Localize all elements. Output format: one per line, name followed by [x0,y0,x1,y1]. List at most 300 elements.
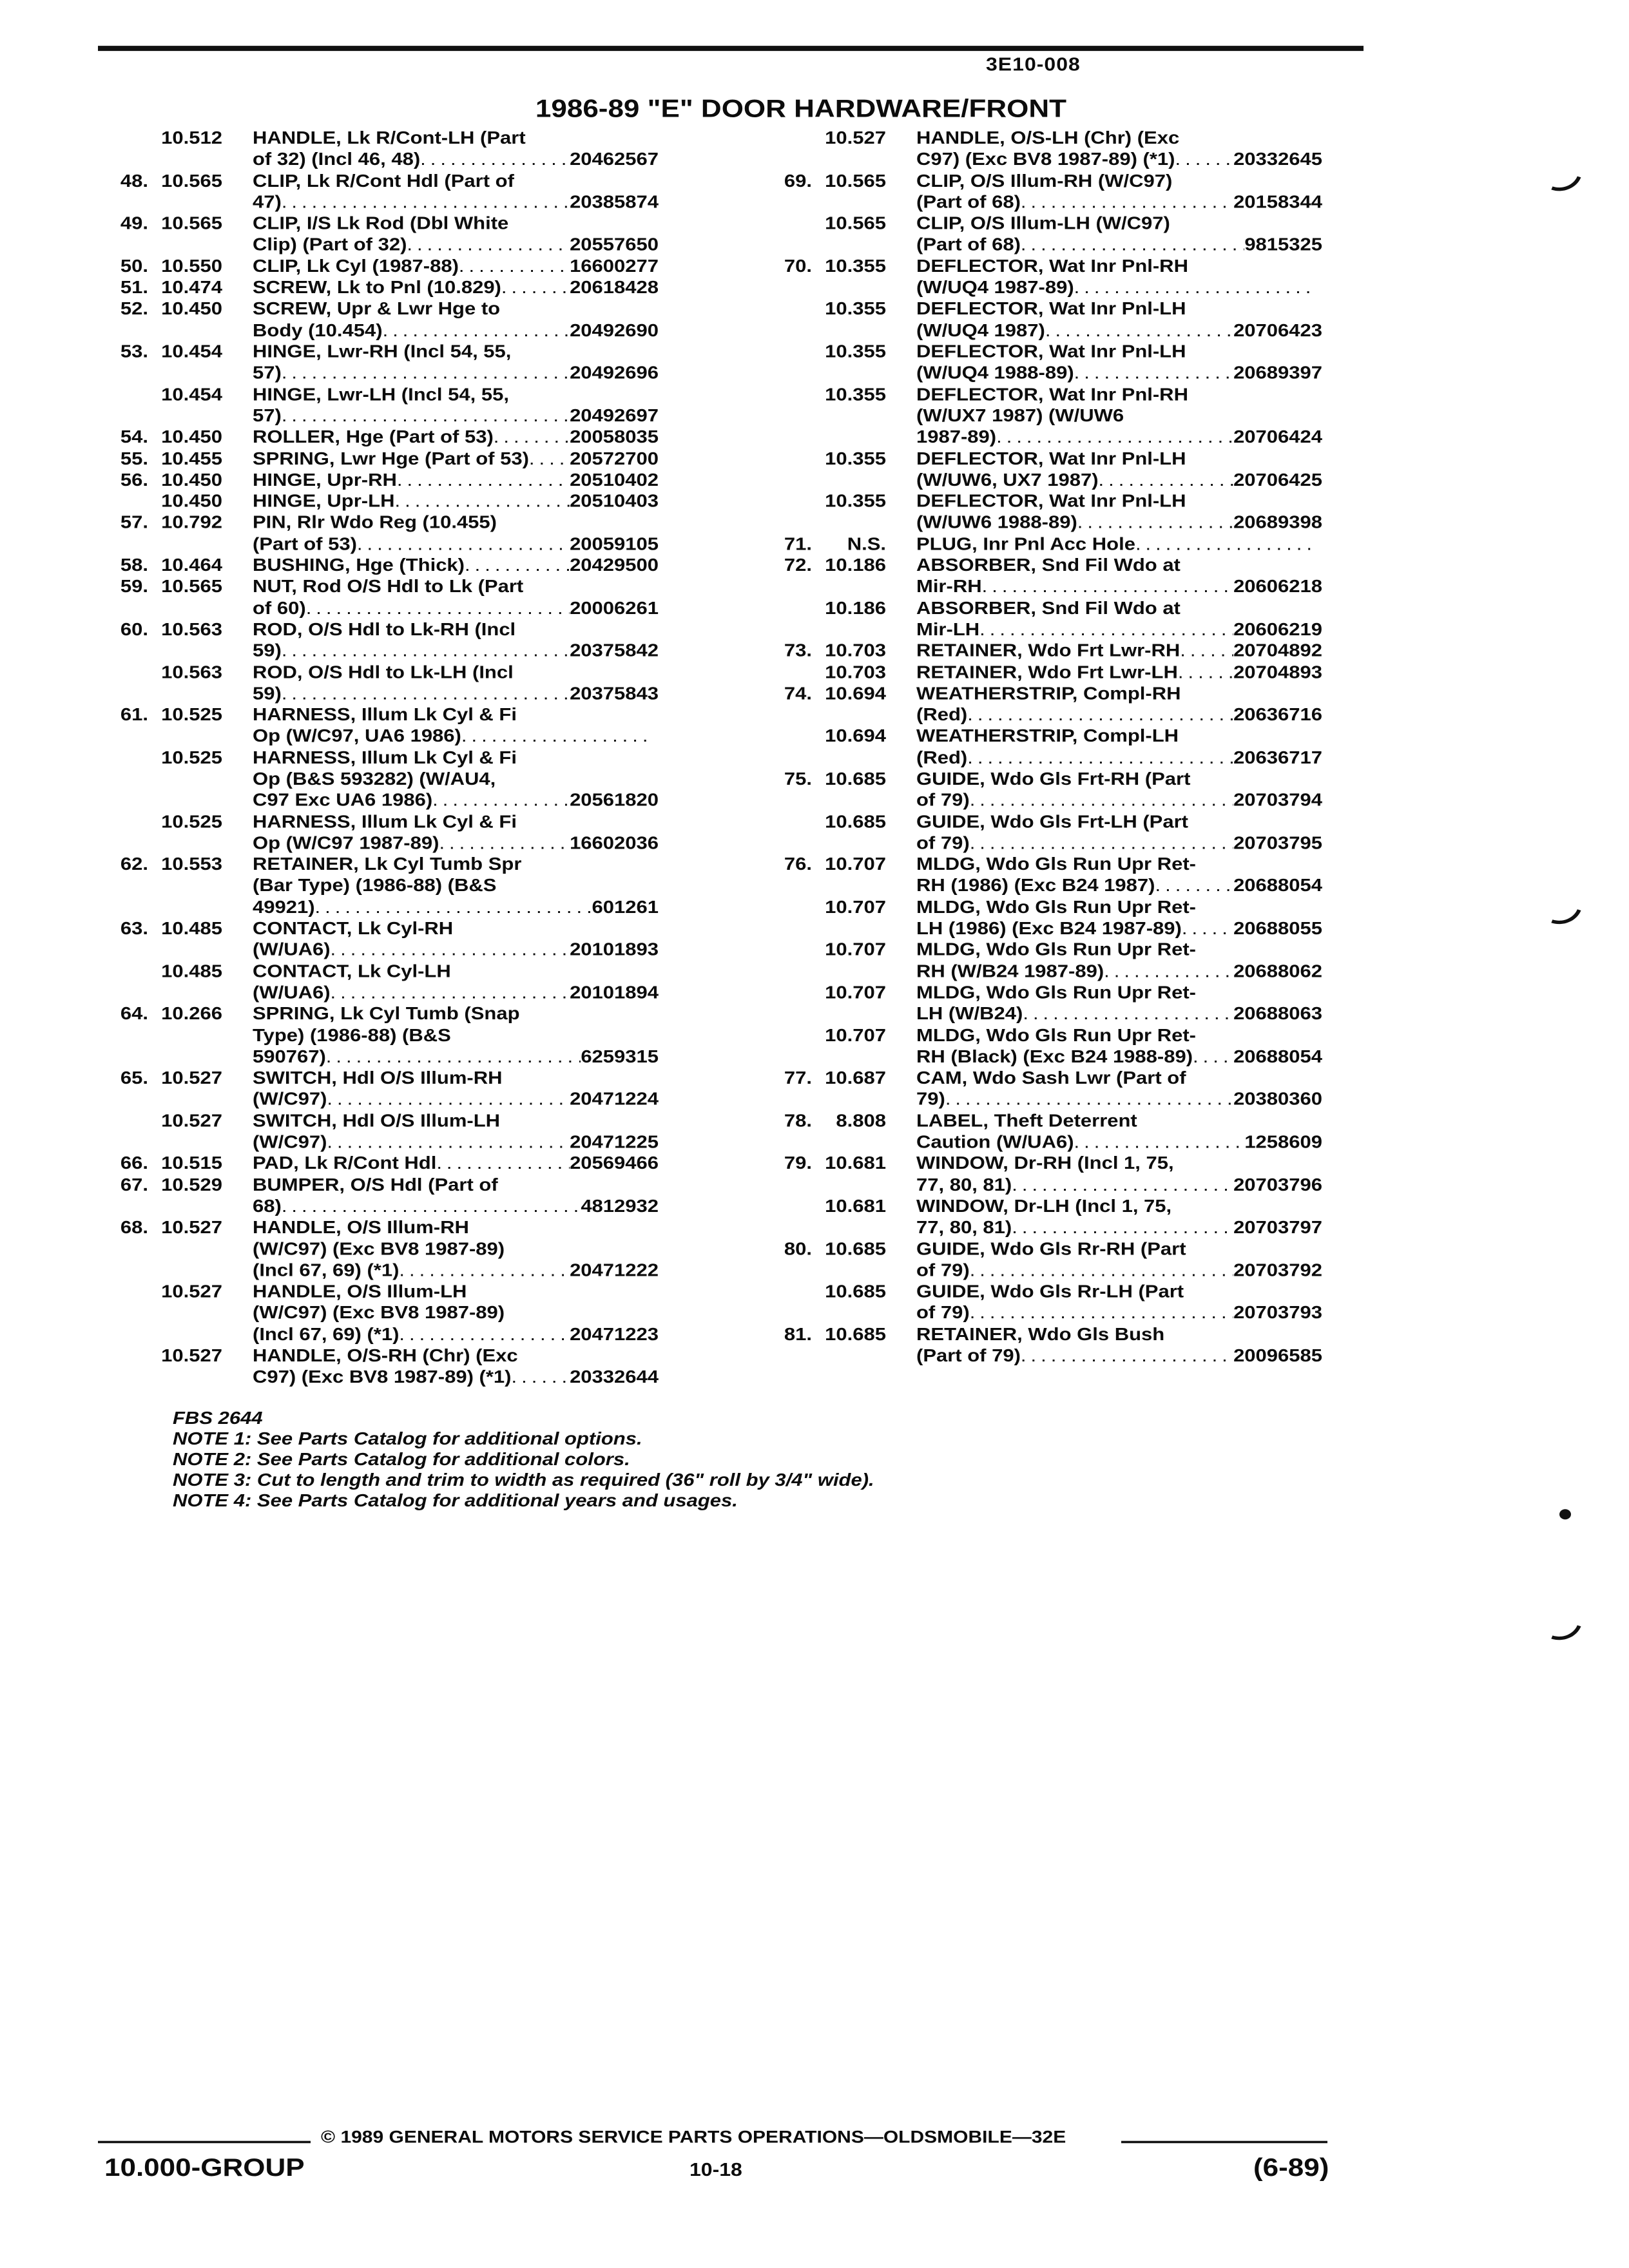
part-entry [747,1110,1366,1153]
ref-number: 65. [120,1068,148,1088]
description-line [253,768,659,789]
part-entry [84,298,702,341]
part-description [253,811,659,853]
part-name: NUT, [253,576,297,597]
part-entry [84,661,702,704]
part-name: DEFLECTOR, [916,256,1044,276]
part-description [253,512,659,554]
ref-number: 57. [120,512,148,533]
group-number: 10.527 [161,1217,222,1238]
description-line [253,747,659,768]
description-line [916,939,1322,960]
part-description [916,1238,1322,1280]
group-number: 10.565 [825,170,886,191]
line-text: C97) (Exc BV8 1987-89) (*1) [916,149,1175,169]
line-text: Wdo Sash Lwr (Part of [972,1068,1186,1088]
part-number [1316,276,1322,298]
line-text: Compl-LH [1083,726,1179,746]
line-text: (Part of 68) [916,191,1021,212]
part-entry [747,1153,1366,1195]
group-number: 10.355 [825,298,886,319]
part-number: 9815325 [1244,234,1322,255]
part-name: CONTACT, [253,961,352,981]
description-line [916,1110,1322,1131]
dot-leader [459,255,570,276]
group-number: 10.464 [161,555,222,575]
line-text: Wdo Gls Rr-RH (Part [990,1238,1186,1259]
part-name: HARNESS, [253,704,356,725]
group-number: 10.707 [825,896,886,917]
binder-mark [1536,892,1590,931]
line-text: Hdl O/S Illum-RH [342,1068,503,1088]
part-name: CLIP, [253,213,302,233]
group-number: 10.266 [161,1003,222,1024]
ref-number: 80. [784,1238,812,1259]
dot-leader [996,427,1233,448]
dot-leader [436,1153,570,1174]
description-line [916,427,1322,448]
description-line [253,682,659,704]
part-entry [84,170,702,213]
part-entry [747,939,1366,981]
part-description [253,298,659,341]
dot-leader [432,789,570,811]
part-entry [747,298,1366,341]
line-text: (W/UQ4 1988-89) [916,362,1074,383]
description-line [916,170,1322,191]
line-text: 68) [253,1196,282,1216]
part-entry [747,1323,1366,1366]
group-number: 10.186 [825,597,886,618]
description-line [916,768,1322,789]
part-name: HARNESS, [253,811,356,832]
line-text: Rod O/S Hdl to Lk (Part [302,576,524,597]
part-name: BUMPER, [253,1174,345,1195]
part-number: 20471225 [570,1131,659,1152]
part-name: RETAINER, [253,854,359,874]
description-line [916,704,1322,726]
ref-number: 59. [120,576,148,597]
dot-leader [1021,234,1244,255]
line-text: (Red) [916,747,968,767]
part-number: 1258609 [1244,1131,1322,1152]
description-line [253,597,659,619]
part-description [253,1067,659,1110]
description-line [253,554,659,575]
description-line [253,918,659,939]
description-line [916,554,1322,575]
dot-leader [1074,362,1233,383]
part-description [253,960,659,1003]
description-line [253,191,659,213]
page-code: 3E10-008 [986,53,1081,75]
line-text: (Bar Type) (1986-88) (B&S [253,875,497,896]
line-text: Lk Cyl Tumb (Snap [340,1003,520,1024]
description-line [916,875,1322,896]
group-number: 10.355 [825,341,886,361]
part-number: 20332644 [570,1367,659,1387]
line-text: (W/UQ4 1987) [916,320,1045,340]
line-text: O/S-RH (Chr) (Exc [347,1345,518,1366]
part-entry [747,811,1366,853]
description-line [253,1003,659,1024]
line-text: Wat Inr Pnl-LH [1049,448,1186,468]
part-name: SPRING, [253,1003,335,1024]
dot-leader [331,982,570,1003]
part-name: LABEL, [916,1110,988,1131]
part-description [253,427,659,448]
line-text: Caution (W/UA6) [916,1131,1074,1152]
part-name: GUIDE, [916,811,985,832]
ref-number: 54. [120,427,148,447]
ref-number: 58. [120,555,148,575]
line-text: Inr Pnl Acc Hole [983,533,1135,554]
line-text: Wdo Frt Lwr-RH [1028,640,1181,661]
group-number: 10.355 [825,448,886,468]
part-description [916,597,1322,640]
description-line [916,298,1322,320]
part-entry [84,1003,702,1067]
description-line [253,341,659,362]
date-code: (6-89) [1253,2153,1329,2182]
part-description [253,854,659,918]
group-number: 10.707 [825,854,886,874]
part-number: 20101894 [570,982,659,1003]
group-number: 10.529 [161,1174,222,1195]
dot-leader [1021,1345,1233,1366]
description-line [916,661,1322,682]
part-number: 20380360 [1233,1089,1322,1110]
line-text: Theft Deterrent [994,1110,1137,1131]
group-number: 10.550 [161,256,222,276]
part-number: 20058035 [570,427,659,447]
description-line [916,276,1322,298]
description-line [253,127,659,148]
part-entry [84,576,702,619]
line-text: (Red) [916,704,968,725]
part-number: 20703793 [1233,1302,1322,1323]
part-description [916,640,1322,661]
part-description [253,747,659,811]
part-description [253,127,659,169]
dot-leader [1104,960,1233,981]
part-entry [84,811,702,853]
line-text: Wdo Gls Run Upr Ret- [986,982,1196,1003]
ref-number: 55. [120,448,148,468]
line-text: O/S Hdl (Part of [350,1174,498,1195]
part-number: 20557650 [570,234,659,255]
part-number: 20606218 [1233,576,1322,597]
line-text: Wdo Gls Run Upr Ret- [986,1024,1196,1045]
part-entry [84,427,702,448]
part-name: DEFLECTOR, [916,384,1044,405]
part-description [253,1153,659,1174]
ref-number: 76. [784,854,812,874]
ref-number: 77. [784,1068,812,1088]
part-number: 20688054 [1233,875,1322,896]
part-number: 20462567 [570,149,659,169]
group-number: 10.527 [161,1345,222,1366]
note-line: NOTE 3: Cut to length and trim to width as required (36" roll by 3/4" wide). [173,1469,874,1490]
line-text: Illum Lk Cyl & Fi [361,704,517,725]
group-number: 10.707 [825,982,886,1003]
part-description [916,448,1322,490]
description-line [253,533,659,554]
line-text: Wdo Gls Rr-LH (Part [990,1281,1184,1302]
description-line [916,1046,1322,1067]
ref-number: 74. [784,683,812,704]
description-line [916,383,1322,405]
group-number: 10.685 [825,768,886,789]
group-number: 10.565 [161,170,222,191]
group-number: 10.455 [161,448,222,468]
ref-number: 67. [120,1174,148,1195]
ref-number: 61. [120,704,148,725]
part-description [916,1281,1322,1323]
part-number: 601261 [592,896,659,917]
dot-leader [970,1302,1233,1323]
page-title: 1986-89 "E" DOOR HARDWARE/FRONT [535,94,1066,123]
line-text: Lk Cyl-RH [358,918,454,939]
line-text: 47) [253,191,282,212]
footer-rule-left [98,2141,311,2144]
part-entry [84,341,702,383]
dot-leader [970,832,1233,853]
part-name: RETAINER, [916,640,1023,661]
group-number: 10.485 [161,918,222,939]
dot-leader [1021,191,1233,213]
description-line [253,1216,659,1238]
part-number: 20375842 [570,640,659,661]
line-text: O/S-LH (Chr) (Exc [1010,128,1180,148]
part-description [253,383,659,426]
group-number: 10.565 [161,576,222,597]
part-description [916,982,1322,1024]
line-text: Hdl O/S Illum-LH [342,1110,501,1131]
part-description [916,170,1322,213]
description-line [916,918,1322,939]
part-entry [84,469,702,490]
dot-leader [1182,918,1233,939]
description-line [916,1067,1322,1088]
description-line [253,704,659,726]
part-number: 20492696 [570,362,659,383]
line-text: LH (W/B24) [916,1003,1023,1024]
group-number: 10.694 [825,726,886,746]
line-text: Wdo Gls Run Upr Ret- [986,939,1196,960]
description-line [916,1323,1322,1345]
part-name: ABSORBER, [916,555,1037,575]
description-line [916,1302,1322,1323]
group-number: 10.685 [825,1238,886,1259]
part-name: HANDLE, [253,128,342,148]
part-description [253,704,659,747]
ref-number: 68. [120,1217,148,1238]
description-line [916,747,1322,768]
part-description [253,490,659,512]
part-entry [747,170,1366,213]
dot-leader [511,1366,570,1387]
ref-number: 79. [784,1153,812,1173]
group-number: 10.450 [161,427,222,447]
line-text: RH (W/B24 1987-89) [916,961,1104,981]
ref-number: 73. [784,640,812,661]
part-description [916,811,1322,853]
description-line [253,170,659,191]
description-line [253,448,659,469]
description-line [916,1153,1322,1174]
dot-leader [465,554,570,575]
dot-leader [282,682,570,704]
description-line [916,1195,1322,1216]
line-text: Snd Fil Wdo at [1041,597,1181,618]
description-line [253,148,659,169]
part-name: HINGE, [253,384,322,405]
description-line [916,1345,1322,1366]
line-text: Lk Cyl (1987-88) [306,256,459,276]
dot-leader [967,704,1233,726]
group-number: 10.694 [825,683,886,704]
description-line [253,1195,659,1216]
part-number: 20492697 [570,405,659,426]
ref-number: 60. [120,619,148,639]
punch-dot [1559,1509,1571,1519]
dot-leader [407,234,570,255]
group-number: 10.450 [161,298,222,319]
description-line [253,576,659,597]
group-number: 10.685 [825,1281,886,1302]
description-line [916,234,1322,255]
dot-leader [1155,875,1233,896]
group-number: 10.553 [161,854,222,874]
dot-leader [1074,276,1316,298]
line-text: of 32) (Incl 46, 48) [253,149,421,169]
description-line [916,1003,1322,1024]
part-description [253,448,659,469]
group-number: 10.454 [161,341,222,361]
description-line [253,1260,659,1281]
part-name: MLDG, [916,982,981,1003]
note-line: NOTE 2: See Parts Catalog for additional colors. [173,1448,630,1470]
part-entry [747,1195,1366,1238]
description-line [916,1088,1322,1110]
description-line [916,640,1322,661]
line-text: (W/UW6, UX7 1987) [916,469,1099,490]
part-entry [747,255,1366,298]
part-entry [84,1110,702,1153]
line-text: Compl-RH [1083,683,1181,704]
group-number: 10.707 [825,1024,886,1045]
description-line [253,661,659,682]
part-entry [747,640,1366,661]
part-name: HANDLE, [916,128,1005,148]
part-number [652,726,659,747]
line-text: 59) [253,683,282,704]
group-number: 10.450 [161,490,222,511]
line-text: Wdo Gls Run Upr Ret- [986,896,1196,917]
part-entry [84,619,702,661]
part-entry [747,682,1366,725]
description-line [916,726,1322,747]
dot-leader [282,405,570,426]
part-number: 20471222 [570,1260,659,1280]
top-rule [98,46,1364,51]
dot-leader [945,1088,1233,1110]
description-line [253,1302,659,1323]
dot-leader [501,276,570,298]
line-text: RH (1986) (Exc B24 1987) [916,875,1155,896]
part-description [253,170,659,213]
description-line [916,1024,1322,1046]
part-description [916,341,1322,383]
part-number: 20510403 [570,490,659,511]
line-text: (W/UX7 1987) (W/UW6 [916,405,1124,426]
dot-leader [967,747,1233,768]
group-number: 10.703 [825,662,886,682]
line-text: (Part of 79) [916,1345,1021,1366]
group-number: 10.485 [161,961,222,981]
dot-leader [1074,1131,1245,1153]
line-text: 57) [253,405,282,426]
line-text: Upr & Lwr Hge to [336,298,501,319]
description-line [253,789,659,811]
description-line [253,1323,659,1345]
description-line [916,320,1322,341]
ref-number: 50. [120,256,148,276]
description-line [916,576,1322,597]
ref-number: 56. [120,469,148,490]
group-number: 10.687 [825,1068,886,1088]
group-number: 10.563 [161,662,222,682]
description-line [253,982,659,1003]
part-description [916,939,1322,981]
part-entry [84,490,702,512]
line-text: Body (10.454) [253,320,383,340]
line-text: O/S Hdl to Lk-RH (Incl [308,619,516,639]
part-entry [747,448,1366,490]
description-line [916,811,1322,832]
description-line [916,341,1322,362]
part-description [253,276,659,298]
part-number: 4812932 [581,1196,659,1216]
part-number: 20569466 [570,1153,659,1173]
group-number: 10.681 [825,1153,886,1173]
line-text: Lk Cyl Tumb Spr [364,854,522,874]
part-name: MLDG, [916,939,981,960]
description-line [916,960,1322,981]
description-line [916,1260,1322,1281]
part-name: CLIP, [253,170,302,191]
line-text: Wdo Gls Bush [1028,1323,1165,1345]
line-text: O/S Illum-LH [347,1281,467,1302]
group-number: 10.525 [161,811,222,832]
ref-number: 75. [784,768,812,789]
group-label: 10.000-GROUP [104,2153,305,2182]
dot-leader [282,1195,581,1216]
line-text: Hge (Part of 53) [345,427,494,447]
part-description [253,213,659,255]
description-line [916,832,1322,853]
part-number: 20704892 [1233,640,1322,661]
part-number: 20385874 [570,191,659,212]
description-line [916,682,1322,704]
dot-leader [1099,469,1234,490]
part-description [916,726,1322,768]
description-line [253,1067,659,1088]
ref-number: 66. [120,1153,148,1173]
part-description [916,554,1322,597]
part-number: 20703795 [1233,832,1322,853]
